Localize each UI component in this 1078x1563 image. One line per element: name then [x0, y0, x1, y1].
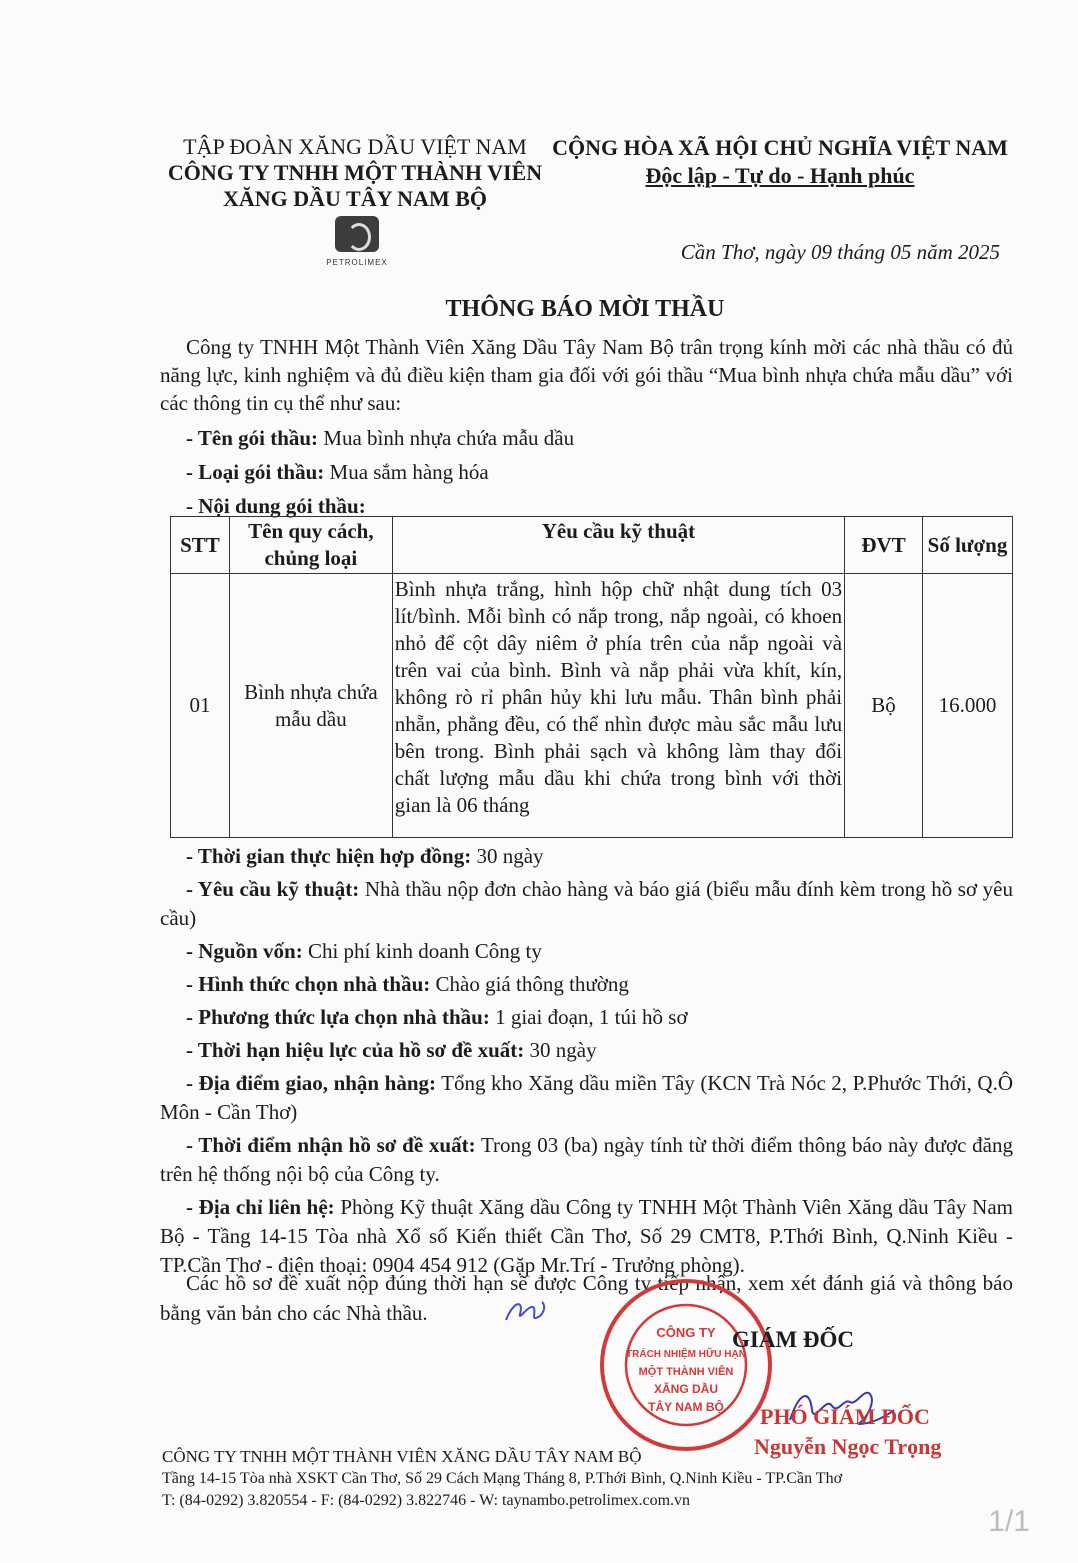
item-contact-address: - Địa chỉ liên hệ: Phòng Kỹ thuật Xăng dầu Công ty TNHH Một Thành Viên Xăng dầu Tây Nam Bộ - Tầng 14-15 Tòa nhà Xổ số Kiến thiết Cần Thơ, Số 29 CMT8, P.Thới Bình, Q.Ninh Kiều - TP.Cần Thơ - điện thoại: 0904 454 912 (Gặp Mr.Trí - Trưởng phòng). [160, 1195, 1013, 1277]
footer [162, 1446, 842, 1512]
header-name: Tên quy cách, chủng loại [229, 517, 392, 574]
petrolimex-logo-icon [335, 216, 379, 252]
item-package-content: - Nội dung gói thầu: [186, 494, 366, 518]
svg-text:CÔNG TY: CÔNG TY [656, 1325, 716, 1340]
org-line-2: CÔNG TY TNHH MỘT THÀNH VIÊN [167, 160, 543, 185]
svg-text:TRÁCH NHIỆM HỮU HẠN: TRÁCH NHIỆM HỮU HẠN [626, 1349, 746, 1360]
closing-text: Các hồ sơ đề xuất nộp đúng thời hạn sẽ được Công ty tiếp nhận, xem xét đánh giá và thông báo bằng văn bản cho các Nhà thầu. [160, 1271, 1013, 1325]
intro-paragraph: Công ty TNHH Một Thành Viên Xăng Dầu Tây Nam Bộ trân trọng kính mời các nhà thầu có đủ năng lực, kinh nghiệm và đủ điều kiện tham gia đối với gói thầu “Mua bình nhựa chứa mẫu dầu” với các thông tin cụ thể như sau: [160, 335, 1013, 415]
items-bottom [160, 842, 1013, 1280]
svg-text:XĂNG DẦU: XĂNG DẦU [653, 1382, 719, 1396]
nation-motto: Độc lập - Tự do - Hạnh phúc [645, 163, 915, 188]
header-unit: ĐVT [845, 517, 923, 574]
table-row [171, 574, 1013, 838]
cell-requirement: Bình nhựa trắng, hình hộp chữ nhật dung tích 03 lít/bình. Mỗi bình có nắp trong, nắp ngoài, có khoen nhỏ để cột dây niêm ở phía trên của nắp ngoài và trên vai của bình. Bình và nắp phải vừa khít, kín, không rò rỉ phân hủy khi lưu mẫu. Thân bình phải nhẵn, phẳng đều, có thể nhìn được màu sắc mẫu lưu bên trong. Bình phải sạch và không làm thay đổi chất lượng mẫu dầu khi chứa trong bình với thời gian là 06 tháng [392, 574, 844, 838]
header-quantity: Số lượng [923, 517, 1013, 574]
item-selection-form: - Hình thức chọn nhà thầu: Chào giá thông thường [186, 972, 629, 996]
footer-address: Tầng 14-15 Tòa nhà XSKT Cần Thơ, Số 29 Cách Mạng Tháng 8, P.Thới Bình, Q.Ninh Kiều - TP.Cần Thơ [162, 1470, 843, 1487]
item-funding: - Nguồn vốn: Chi phí kinh doanh Công ty [186, 939, 542, 963]
cell-stt: 01 [171, 574, 230, 838]
org-line-3: XĂNG DẦU TÂY NAM BỘ [223, 186, 487, 211]
header-requirement: Yêu cầu kỹ thuật [392, 517, 844, 574]
cell-name: Bình nhựa chứa mẫu dầu [229, 574, 392, 838]
header-stt: STT [171, 517, 230, 574]
svg-text:MỘT THÀNH VIÊN: MỘT THÀNH VIÊN [638, 1366, 734, 1378]
nation-line-1: CỘNG HÒA XÃ HỘI CHỦ NGHĨA VIỆT NAM [552, 135, 1008, 160]
cell-unit: Bộ [845, 574, 923, 838]
item-technical-requirement: - Yêu cầu kỹ thuật: Nhà thầu nộp đơn chào hàng và báo giá (biểu mẫu đính kèm trong hồ sơ yêu cầu) [160, 877, 1013, 930]
intro-section [160, 333, 1013, 417]
org-line-1: TẬP ĐOÀN XĂNG DẦU VIỆT NAM [183, 134, 527, 159]
page-indicator: 1/1 [988, 1505, 1030, 1538]
specification-table [170, 516, 1013, 838]
logo-text: PETROLIMEX [326, 258, 388, 267]
signature-subtitle: PHÓ GIÁM ĐỐC [760, 1404, 930, 1429]
table-header-row [171, 517, 1013, 574]
company-stamp [596, 1275, 776, 1455]
item-package-name: - Tên gói thầu: Mua bình nhựa chứa mẫu dầu [186, 426, 575, 450]
footer-contact: T: (84-0292) 3.820554 - F: (84-0292) 3.822746 - W: taynambo.petrolimex.com.vn [162, 1492, 691, 1509]
item-selection-method: - Phương thức lựa chọn nhà thầu: 1 giai đoạn, 1 túi hồ sơ [186, 1005, 688, 1029]
date-line: Cần Thơ, ngày 09 tháng 05 năm 2025 [680, 240, 1000, 264]
footer-company: CÔNG TY TNHH MỘT THÀNH VIÊN XĂNG DẦU TÂY NAM BỘ [162, 1447, 642, 1466]
nation-header [545, 134, 1015, 190]
cell-quantity: 16.000 [923, 574, 1013, 838]
org-header [160, 134, 550, 212]
closing-paragraph [160, 1268, 1013, 1328]
item-validity: - Thời hạn hiệu lực của hồ sơ đề xuất: 30 ngày [186, 1038, 597, 1062]
signature-name: Nguyễn Ngọc Trọng [754, 1434, 942, 1459]
item-submission-time: - Thời điểm nhận hồ sơ đề xuất: Trong 03 (ba) ngày tính từ thời điểm thông báo này được đăng trên hệ thống nội bộ của Công ty. [160, 1133, 1013, 1186]
item-contract-duration: - Thời gian thực hiện hợp đồng: 30 ngày [186, 844, 544, 868]
items-top [186, 421, 1006, 523]
item-package-type: - Loại gói thầu: Mua sắm hàng hóa [186, 460, 489, 484]
item-delivery-location: - Địa điểm giao, nhận hàng: Tổng kho Xăng dầu miền Tây (KCN Trà Nóc 2, P.Phước Thới, Q.Ô Môn - Cần Thơ) [160, 1071, 1013, 1124]
initials-signature [500, 1292, 550, 1332]
document-title: THÔNG BÁO MỜI THẦU [445, 296, 725, 322]
petrolimex-logo [312, 216, 402, 267]
svg-text:TÂY NAM BỘ: TÂY NAM BỘ [648, 1400, 724, 1414]
signature-title: GIÁM ĐỐC [732, 1327, 855, 1352]
